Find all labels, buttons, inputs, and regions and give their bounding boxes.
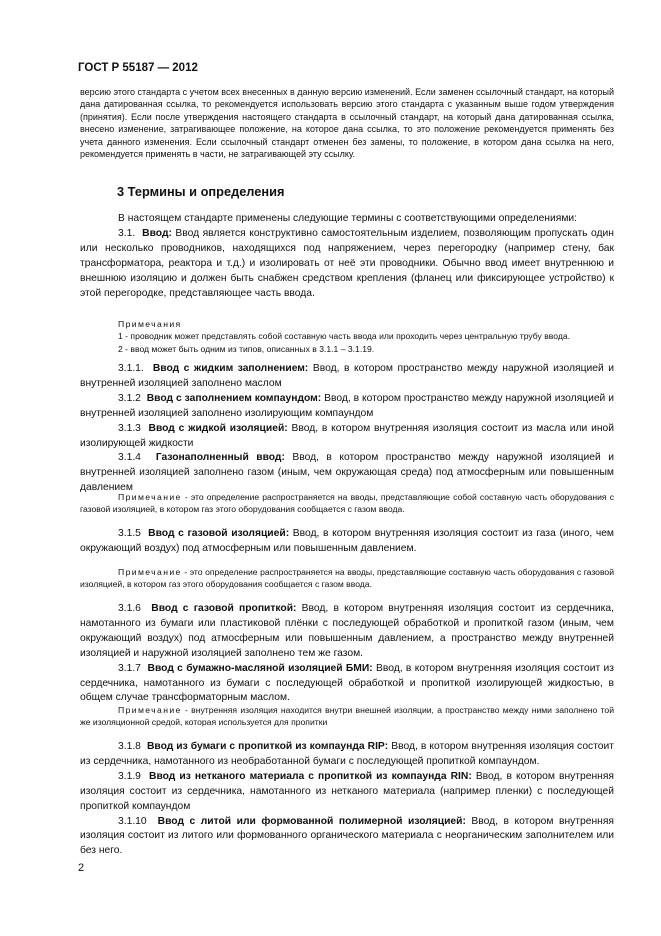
note-2: 2 - ввод может быть одним из типов, описанных в 3.1.1 – 3.1.19. (118, 343, 375, 354)
note-a (80, 491, 614, 516)
notes-title: Примечания (118, 319, 182, 329)
note-c-label: Примечание (118, 705, 182, 715)
term-3-1-6: 3.1.6 Ввод с газовой пропиткой: Ввод, в котором внутренняя изоляция состоит из сердечника, намотанного из бумаги или пластиковой плёнки с последующей обработкой и пропиткой газом (иным, чем окружающий воздух) под атмосферным или повышенным давлением, а пространство между внутренней изоляцией и наружной изоляцией заполнено тем же газом. (80, 603, 614, 659)
term-3-1-10: 3.1.10 Ввод с литой или формованной полимерной изоляцией: Ввод, в котором внутренняя изоляция состоит из литого или формованного органического материала с неорганическим заполнителем или без него. (80, 815, 614, 857)
intro-paragraph: версию этого стандарта с учетом всех внесенных в данную версию изменений. Если заменен ссылочный стандарт, на который дана датированная ссылка, то рекомендуется использовать версию этого стандарта с указанным выше годом утверждения (принятия). Если после утверждения настоящего стандарта в ссылочный стандарт, на который дана датированная ссылка, внесено изменение, затрагивающее положение, на которое дана ссылка, то это положение рекомендуется применять без учета данного изменения. Если ссылочный стандарт отменен без замены, то положение, в котором дана ссылка на него, рекомендуется применять в части, не затрагивающей эту ссылку. (80, 87, 614, 160)
term-3-1-2: 3.1.2 Ввод с заполнением компаундом: Ввод, в котором пространство между наружной изоляцией и внутренней изоляцией заполнено изолирующим компаундом (80, 392, 614, 419)
section-heading: 3 Термины и определения (117, 184, 285, 199)
note-b-text: - это определение распространяется на вводы, представляющие составную часть оборудования с газовой изоляцией, в котором газ этого оборудования сообщается с газом ввода. (80, 567, 614, 590)
notes-block (80, 318, 614, 355)
term-3-1-7: 3.1.7 Ввод с бумажно-масляной изоляцией БМИ: Ввод, в котором внутренняя изоляция состоит из сердечника, намотанного из бумаги с последующей обработкой и пропиткой изолирующей жидкостью, в общем случае трансформаторным маслом. (80, 662, 614, 704)
term-3-1-3: 3.1.3 Ввод с жидкой изоляцией: Ввод, в котором внутренняя изоляция состоит из масла или иной изолирующей жидкости (80, 422, 614, 449)
terms-block-4 (80, 740, 614, 859)
term-3-1-5: 3.1.5 Ввод с газовой изоляцией: Ввод, в котором внутренняя изоляция состоит из газа (иного, чем окружающий воздух) под атмосферным или повышенным давлением. (80, 528, 614, 554)
note-b-label: Примечание (118, 567, 182, 577)
page-number: 2 (78, 862, 85, 874)
document-header: ГОСТ Р 55187 — 2012 (78, 62, 198, 74)
lead-paragraph: В настоящем стандарте применены следующие термины с соответствующими определениями: (118, 213, 578, 224)
note-1: 1 - проводник может представлять собой составную часть ввода или проходить через центральную трубу ввода. (118, 331, 571, 342)
term-3-1-5-block (80, 527, 614, 557)
note-c (80, 704, 614, 729)
term-3-1: 3.1. Ввод: Ввод является конструктивно самостоятельным изделием, позволяющим пропускать один или несколько проводников, находящихся под напряжением, через перегородку (например стену, бак трансформатора, реактора и т.д.) и изолировать от неё эти проводники. Обычно ввод имеет внутреннюю и внешнюю изоляцию и должен быть снабжен средством крепления (фланец или фиксирующее устройство) к этой перегородке, представляющее часть ввода. (80, 227, 614, 299)
term-3-1-1: 3.1.1. Ввод с жидким заполнением: Ввод, в котором пространство между наружной изоляцией и внутренней изоляцией заполнено маслом (80, 363, 614, 389)
terms-block-1 (80, 212, 614, 301)
term-3-1-4: 3.1.4 Газонаполненный ввод: Ввод, в котором пространство между наружной изоляцией и внутренней изоляцией заполнено газом (иным, чем окружающая среда) под атмосферным или повышенным давлением (80, 452, 614, 494)
term-3-1-9: 3.1.9 Ввод из нетканого материала с пропиткой из компаунда RIN: Ввод, в котором внутренняя изоляция состоит из сердечника, намотанного из нетканого материала (например пленки) с последующей пропиткой компаундом (80, 770, 614, 812)
note-c-text: - внутренняя изоляция находится внутри внешней изоляции, а пространство между ними заполнено той же изоляционной средой, которая используется для пропитки (80, 705, 614, 728)
term-3-1-8: 3.1.8 Ввод из бумаги с пропиткой из компаунда RIP: Ввод, в котором внутренняя изоляция состоит из сердечника, намотанного из необработанной бумаги с последующей пропиткой компаундом. (80, 741, 614, 767)
note-a-text: - это определение распространяется на вводы, представляющие собой составную часть оборудования с газовой изоляцией, в котором газ этого оборудования сообщается с газом ввода. (80, 492, 614, 515)
note-a-label: Примечание (118, 492, 182, 502)
terms-block-3 (80, 602, 614, 706)
note-b (80, 566, 614, 591)
terms-block-2 (80, 362, 614, 496)
